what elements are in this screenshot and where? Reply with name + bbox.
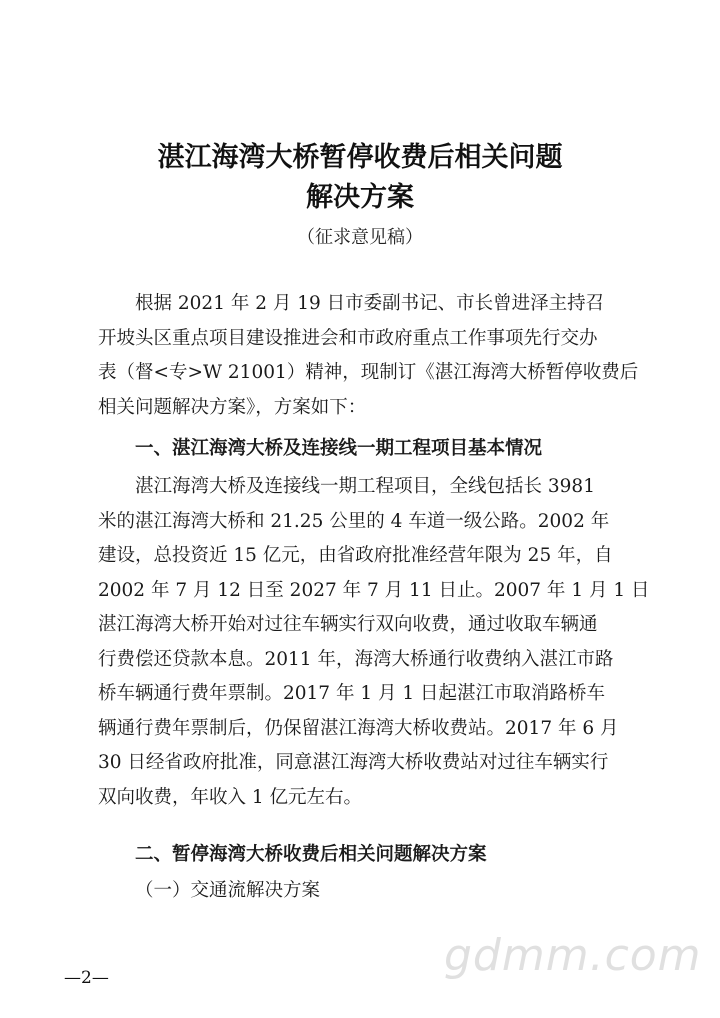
section-1-line: 建设，总投资近 15 亿元，由省政府批准经营年限为 25 年，自 <box>98 545 613 566</box>
section-1-line: 30 日经省政府批准，同意湛江海湾大桥收费站对过往车辆实行 <box>98 752 609 773</box>
document-title-line-1: 湛江海湾大桥暂停收费后相关问题 <box>157 142 563 173</box>
intro-line: 开坡头区重点项目建设推进会和市政府重点工作事项先行交办 <box>98 327 598 349</box>
section-heading-2 <box>98 838 628 873</box>
section-1-paragraph <box>98 470 650 815</box>
watermark: gdmm.com <box>444 930 702 981</box>
intro-line: 表（督<专>W 21001）精神，现制订《湛江海湾大桥暂停收费后 <box>98 362 639 383</box>
section-1-line: 湛江海湾大桥开始对过往车辆实行双向收费，通过收取车辆通 <box>98 614 598 635</box>
page-number: —2— <box>64 968 109 988</box>
section-heading-1 <box>98 432 628 467</box>
section-heading-2-text: 二、暂停海湾大桥收费后相关问题解决方案 <box>135 844 487 865</box>
section-1-line: 桥车辆通行费年票制。2017 年 1 月 1 日起湛江市取消路桥车 <box>98 683 606 704</box>
section-1-line: 辆通行费年票制后，仍保留湛江海湾大桥收费站。2017 年 6 月 <box>98 717 619 739</box>
intro-line: 相关问题解决方案》，方案如下： <box>98 396 367 418</box>
section-1-line: 湛江海湾大桥及连接线一期工程项目，全线包括长 3981 <box>135 476 595 497</box>
section-heading-1-text: 一、湛江海湾大桥及连接线一期工程项目基本情况 <box>135 438 543 459</box>
subsection-heading-1 <box>98 874 628 909</box>
document-title-line-2: 解决方案 <box>306 182 414 213</box>
section-1-line: 米的湛江海湾大桥和 21.25 公里的 4 车道一级公路。2002 年 <box>98 510 610 532</box>
section-1-line: 双向收费，年收入 1 亿元左右。 <box>98 786 363 808</box>
section-1-line: 行费偿还贷款本息。2011 年，海湾大桥通行收费纳入湛江市路 <box>98 648 614 670</box>
section-1-line: 2002 年 7 月 12 日至 2027 年 7 月 11 日止。2007 年 1 月 1 日 <box>98 579 650 601</box>
subsection-heading-1-text: （一）交通流解决方案 <box>135 880 321 901</box>
document-subtitle: （征求意见稿） <box>297 227 423 248</box>
intro-paragraph <box>98 287 639 425</box>
intro-line: 根据 2021 年 2 月 19 日市委副书记、市长曾进泽主持召 <box>135 293 605 314</box>
